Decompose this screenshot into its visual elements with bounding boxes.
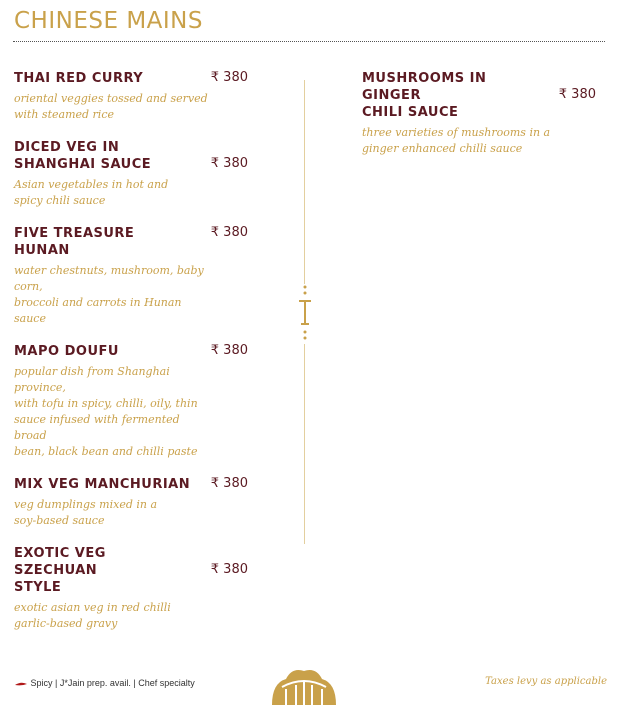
menu-item-description-line: three varieties of mushrooms in a — [362, 126, 551, 139]
menu-item-description-line: spicy chili sauce — [14, 194, 106, 207]
menu-item-name-line: MUSHROOMS IN GINGER — [362, 71, 487, 103]
menu-item-name — [362, 70, 542, 121]
menu-item-name — [14, 476, 194, 493]
menu-item-description-line: oriental veggies tossed and served — [14, 92, 208, 105]
menu-item-name-line: STYLE — [14, 580, 62, 595]
menu-item-description-line: veg dumplings mixed in a — [14, 498, 158, 511]
menu-item-name-line: CHILI SAUCE — [362, 105, 459, 120]
menu-item-description-line: sauce infused with fermented broad — [14, 413, 180, 442]
menu-item-description — [362, 125, 562, 157]
menu-item-name — [14, 545, 194, 596]
taxes-note: Taxes levy as applicable — [485, 676, 607, 687]
menu-item — [14, 70, 254, 123]
chili-icon — [14, 680, 28, 688]
menu-item-description-line: with steamed rice — [14, 108, 114, 121]
menu-item-description-line: garlic-based gravy — [14, 617, 118, 630]
menu-item-description-line: popular dish from Shanghai province, — [14, 365, 170, 394]
divider-ornament-icon — [297, 284, 313, 344]
menu-item-description-line: broccoli and carrots in Hunan sauce — [14, 296, 182, 325]
menu-item-name-line: THAI RED CURRY — [14, 71, 144, 86]
menu-item-name-line: EXOTIC VEG SZECHUAN — [14, 546, 106, 578]
menu-item — [14, 343, 254, 460]
menu-item-name — [14, 343, 194, 360]
menu-item-description — [14, 497, 214, 529]
menu-item-description-line: ginger enhanced chilli sauce — [362, 142, 523, 155]
menu-item-description — [14, 263, 214, 327]
menu-item-description-line: Asian vegetables in hot and — [14, 178, 169, 191]
menu-item-description-line: bean, black bean and chilli paste — [14, 445, 198, 458]
menu-item-price: ₹ 380 — [210, 562, 248, 577]
section-title: CHINESE MAINS — [14, 8, 203, 34]
title-divider — [13, 41, 605, 42]
menu-item-name — [14, 225, 194, 259]
menu-item-description — [14, 364, 214, 460]
menu-item-name-line: DICED VEG IN — [14, 140, 120, 155]
menu-item-name-line: MAPO DOUFU — [14, 344, 119, 359]
menu-item — [14, 476, 254, 529]
left-menu-column — [14, 70, 254, 648]
menu-item-name-line: FIVE TREASURE HUNAN — [14, 226, 135, 258]
menu-item — [362, 70, 602, 157]
menu-item — [14, 139, 254, 209]
menu-item-name — [14, 139, 194, 173]
menu-item-description — [14, 91, 214, 123]
menu-item — [14, 545, 254, 632]
menu-item-description — [14, 600, 214, 632]
menu-item-description-line: with tofu in spicy, chilli, oily, thin — [14, 397, 198, 410]
menu-item-price: ₹ 380 — [210, 156, 248, 171]
menu-item — [14, 225, 254, 327]
menu-item-price: ₹ 380 — [558, 87, 596, 102]
menu-item-price: ₹ 380 — [210, 70, 248, 85]
menu-item-name — [14, 70, 194, 87]
menu-item-description-line: soy-based sauce — [14, 514, 105, 527]
menu-item-price: ₹ 380 — [210, 225, 248, 240]
menu-item-description-line: exotic asian veg in red chilli — [14, 601, 171, 614]
menu-item-description — [14, 177, 214, 209]
menu-item-price: ₹ 380 — [210, 343, 248, 358]
footer-legend-text: Spicy | J*Jain prep. avail. | Chef specialty — [30, 678, 195, 688]
right-menu-column — [362, 70, 602, 173]
brand-logo-icon — [262, 665, 346, 705]
menu-item-name-line: MIX VEG MANCHURIAN — [14, 477, 191, 492]
menu-item-description-line: water chestnuts, mushroom, baby corn, — [14, 264, 204, 293]
menu-item-price: ₹ 380 — [210, 476, 248, 491]
menu-item-name-line: SHANGHAI SAUCE — [14, 157, 152, 172]
footer-legend — [14, 678, 195, 688]
